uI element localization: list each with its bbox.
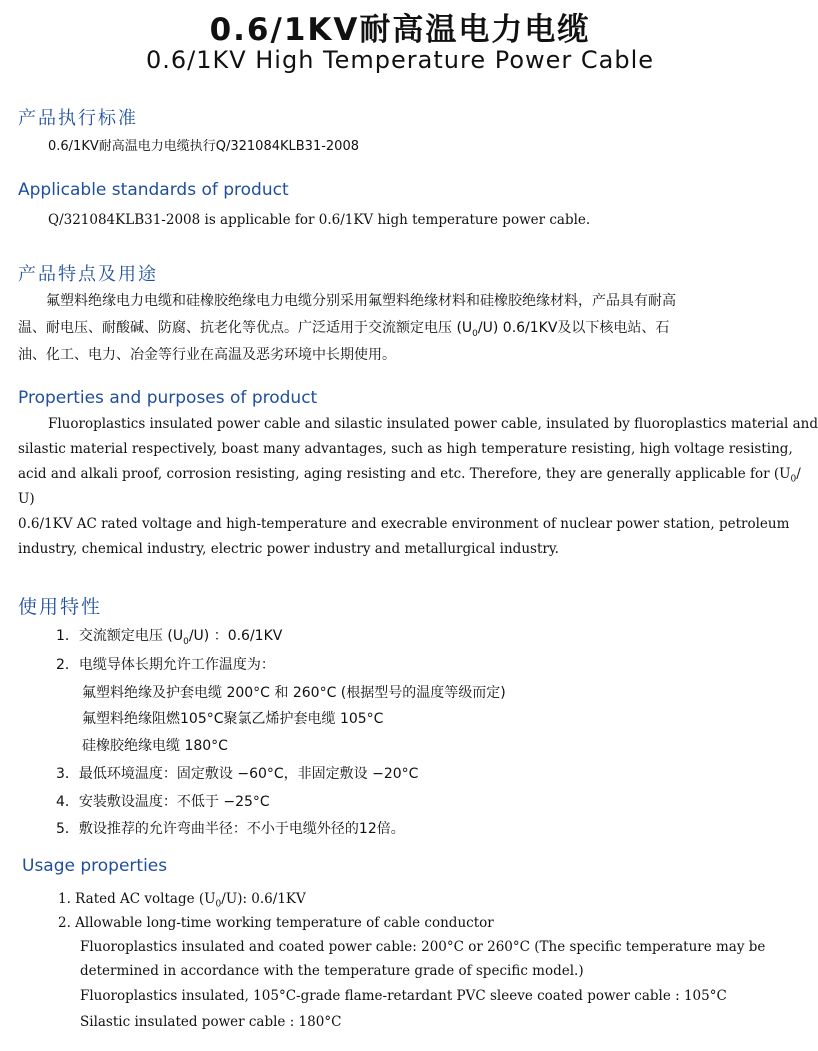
usage-en-item-2a-line-1: Fluoroplastics insulated and coated power cable: 200°C or 260°C (The specific temperature may be: [80, 939, 766, 955]
properties-en-line-1: Fluoroplastics insulated power cable and silastic insulated power cable, insulated by fluoroplastics material and: [48, 416, 818, 432]
heading-applicable-standards: Applicable standards of product: [18, 180, 289, 200]
properties-en-line-6: industry, chemical industry, electric power industry and metallurgical industry.: [18, 541, 559, 557]
heading-properties-purposes: Properties and purposes of product: [18, 388, 318, 408]
usage-en-item-2c: Silastic insulated power cable : 180°C: [80, 1014, 342, 1030]
standard-text-cn: 0.6/1KV耐高温电力电缆执行Q/321084KLB31-2008: [48, 139, 359, 154]
usage-cn-item-2a: 氟塑料绝缘及护套电缆 200°C 和 260°C (根据型号的温度等级而定): [82, 685, 506, 701]
properties-en-line-5: 0.6/1KV AC rated voltage and high-temperature and execrable environment of nuclear power station, petroleum: [18, 516, 790, 532]
features-cn-line-2: 温、耐电压、耐酸碱、防腐、抗老化等优点。广泛适用于交流额定电压 $(U_0/U)$ 0.6/1KV及以下核电站、石: [18, 320, 670, 339]
usage-cn-item-3: 3．最低环境温度：固定敷设 −60°C，非固定敷设 −20°C: [56, 766, 419, 782]
features-cn-line-1: 氟塑料绝缘电力电缆和硅橡胶绝缘电力电缆分别采用氟塑料绝缘材料和硅橡胶绝缘材料，产品具有耐高: [46, 293, 676, 309]
heading-features-cn: 产品特点及用途: [18, 264, 158, 285]
usage-en-item-1: 1. Rated AC voltage $(U_0/U)$: 0.6/1KV: [58, 891, 306, 910]
page-title-english: 0.6/1KV High Temperature Power Cable: [145, 46, 655, 74]
usage-cn-item-2: 2．电缆导体长期允许工作温度为：: [56, 657, 275, 673]
page-title-chinese: 0.6/1KV耐高温电力电缆: [209, 12, 591, 48]
usage-en-item-2a-line-2: determined in accordance with the temperature grade of specific model.): [80, 963, 584, 979]
standard-text-en: Q/321084KLB31-2008 is applicable for 0.6/1KV high temperature power cable.: [48, 212, 591, 228]
usage-cn-item-2c: 硅橡胶绝缘电缆 180°C: [82, 738, 228, 754]
properties-en-line-4: U): [18, 491, 35, 507]
usage-cn-item-4: 4．安装敷设温度：不低于 −25°C: [56, 794, 270, 810]
heading-usage-cn: 使用特性: [18, 596, 103, 618]
usage-cn-item-1: 1．交流额定电压 $(U_0/U)$ ：0.6/1KV: [56, 628, 283, 647]
heading-product-standard-cn: 产品执行标准: [18, 108, 138, 129]
heading-usage-properties: Usage properties: [22, 856, 168, 876]
usage-en-item-2: 2. Allowable long-time working temperature of cable conductor: [58, 915, 494, 931]
properties-en-line-3: acid and alkali proof, corrosion resisting, aging resisting and etc. Therefore, they are generally applicable for ($U_0/$: [18, 466, 801, 485]
usage-cn-item-5: 5．敷设推荐的允许弯曲半径：不小于电缆外径的12倍。: [56, 821, 405, 837]
usage-en-item-2b: Fluoroplastics insulated, 105°C-grade flame-retardant PVC sleeve coated power cable : 105°C: [80, 988, 727, 1004]
features-cn-line-3: 油、化工、电力、冶金等行业在高温及恶劣环境中长期使用。: [18, 347, 396, 363]
properties-en-line-2: silastic material respectively, boast many advantages, such as high temperature resisting, high voltage resisting,: [18, 441, 793, 457]
usage-cn-item-2b: 氟塑料绝缘阻燃105°C聚氯乙烯护套电缆 105°C: [82, 711, 384, 727]
